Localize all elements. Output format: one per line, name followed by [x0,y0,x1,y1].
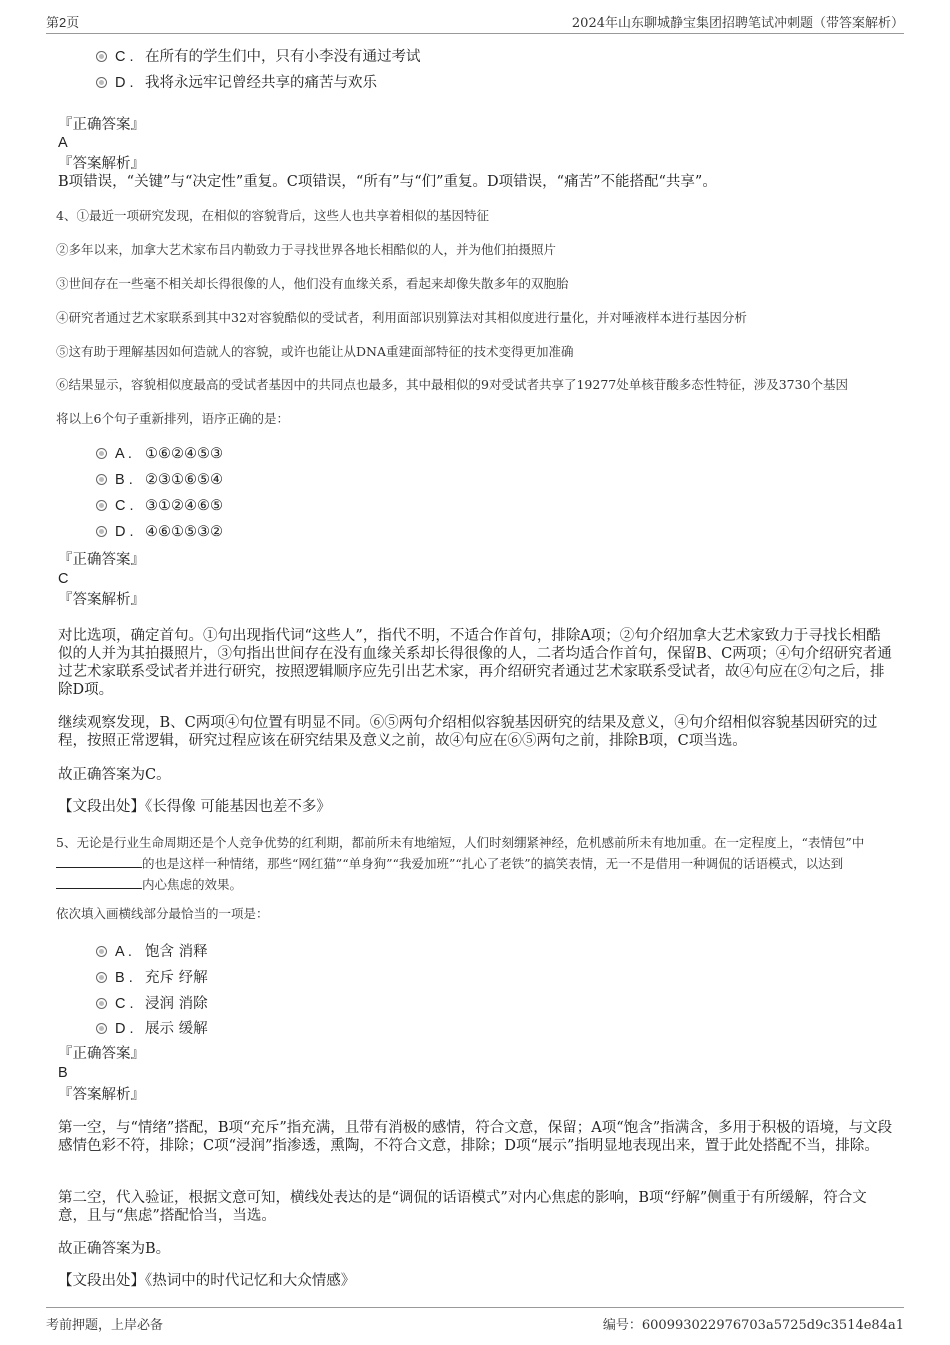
radio-icon[interactable] [96,500,107,511]
q3-answer-label: 『正确答案』 [58,117,145,133]
q4-sentence-4: ④研究者通过艺术家联系到其中32对容貌酷似的受试者，利用面部识别算法对其相似度进行量化，并对唾液样本进行基因分析 [56,310,747,325]
radio-icon[interactable] [96,51,107,62]
q4-prompt: 将以上6个句子重新排列，语序正确的是： [56,411,289,426]
page-header [46,12,904,34]
q4-source: 【文段出处】《长得像 可能基因也差不多》 [58,799,331,815]
q5-stem: 5、无论是行业生命周期还是个人竞争优势的红利期，都前所未有地缩短，人们时刻绷紧神经，危机感前所未有地加重。在一定程度上，“表情包”中的也是这样一种情绪，那些“网红猫”“单身狗”“我爱加班”“扎心了老铁”的搞笑表情，无一不是借用一种调侃的话语模式，以达到内心焦虑的效果。 [56,835,865,892]
footer-slogan: 考前押题，上岸必备 [46,1318,164,1333]
q5-analysis-label: 『答案解析』 [58,1087,145,1103]
radio-icon[interactable] [96,1023,107,1034]
page-number: 第2页 [46,15,80,30]
q4-analysis-paragraph-2: 继续观察发现，B、C两项④句位置有明显不同。⑥⑤两句介绍相似容貌基因研究的结果及意义，④句介绍相似容貌基因研究的过程，按照正常逻辑，研究过程应该在研究结果及意义之前，故④句应在⑥⑤两句之前，排除B项，C项当选。 [58,715,878,749]
radio-icon[interactable] [96,998,107,1009]
q5-analysis-paragraph-1: 第一空，与“情绪”搭配，B项“充斥”指充满，且带有消极的感情，符合文意，保留；A项“饱含”指满含，多用于积极的语境，与文段感情色彩不符，排除；C项“浸润”指渗透，熏陶，不符合文意，排除；D项“展示”指明显地表现出来，置于此处搭配不当，排除。 [58,1120,893,1154]
q4-sentence-6: ⑥结果显示，容貌相似度最高的受试者基因中的共同点也最多，其中最相似的9对受试者共享了19277处单核苷酸多态性特征，涉及3730个基因 [56,377,849,392]
q4-answer: C [58,571,69,587]
q4-sentence-1: 4、①最近一项研究发现，在相似的容貌背后，这些人也共享着相似的基因特征 [56,208,489,223]
radio-icon[interactable] [96,474,107,485]
q5-source: 【文段出处】《热词中的时代记忆和大众情感》 [58,1273,356,1289]
q5-answer-label: 『正确答案』 [58,1046,145,1062]
q5-option-d[interactable]: D . 展示 缓解 [96,1019,208,1039]
q4-option-a[interactable]: A . ①⑥②④⑤③ [96,444,223,464]
q3-answer: A [58,135,68,151]
q4-option-b[interactable]: B . ②③①⑥⑤④ [96,470,223,490]
document-title: 2024年山东聊城静宝集团招聘笔试冲刺题（带答案解析） [571,16,904,31]
q3-option-d[interactable]: D . 我将永远牢记曾经共享的痛苦与欢乐 [96,73,377,93]
footer-divider [46,1307,904,1308]
q5-answer: B [58,1065,68,1081]
radio-icon[interactable] [96,77,107,88]
q4-conclusion: 故正确答案为C。 [58,767,171,783]
q3-analysis: B项错误，“关键”与“决定性”重复。C项错误，“所有”与“们”重复。D项错误，“痛苦”不能搭配“共享”。 [58,174,717,190]
q5-analysis-paragraph-2: 第二空，代入验证，根据文意可知，横线处表达的是“调侃的话语模式”对内心焦虑的影响，B项“纾解”侧重于有所缓解，符合文意，且与“焦虑”搭配恰当，当选。 [58,1190,867,1224]
q4-option-c[interactable]: C . ③①②④⑥⑤ [96,496,223,516]
q4-answer-label: 『正确答案』 [58,552,145,568]
q5-option-a[interactable]: A . 饱含 消释 [96,942,208,962]
q5-prompt: 依次填入画横线部分最恰当的一项是： [56,906,269,921]
q5-blank-1[interactable] [56,855,142,868]
q5-blank-2[interactable] [56,876,142,889]
q4-analysis-label: 『答案解析』 [58,592,145,608]
q4-analysis-paragraph-1: 对比选项，确定首句。①句出现指代词“这些人”，指代不明，不适合作首句，排除A项；②句介绍加拿大艺术家致力于寻找长相酷似的人并为其拍摄照片，③句指出世间存在没有血缘关系却长得很像的人，二者均适合作首句，保留B、C两项；④句介绍研究者通过艺术家联系受试者并进行研究，按照逻辑顺序应先引出艺术家，再介绍研究者通过艺术家联系受试者，故④句应在②句之后，排除D项。 [58,628,892,698]
q4-sentence-3: ③世间存在一些毫不相关却长得很像的人，他们没有血缘关系，看起来却像失散多年的双胞胎 [56,276,569,291]
q3-analysis-label: 『答案解析』 [58,156,145,172]
q5-conclusion: 故正确答案为B。 [58,1241,171,1257]
radio-icon[interactable] [96,448,107,459]
q5-option-b[interactable]: B . 充斥 纾解 [96,968,208,988]
q5-option-c[interactable]: C . 浸润 消除 [96,994,208,1014]
radio-icon[interactable] [96,526,107,537]
radio-icon[interactable] [96,972,107,983]
q3-option-c[interactable]: C . 在所有的学生们中，只有小李没有通过考试 [96,47,421,67]
header-divider [46,33,904,34]
q4-sentence-5: ⑤这有助于理解基因如何造就人的容貌，或许也能让从DNA重建面部特征的技术变得更加准确 [56,344,574,359]
document-code: 编号：600993022976703a5725d9c3514e84a1 [602,1318,904,1333]
radio-icon[interactable] [96,946,107,957]
q4-sentence-2: ②多年以来，加拿大艺术家布吕内勒致力于寻找世界各地长相酷似的人，并为他们拍摄照片 [56,242,557,257]
q4-option-d[interactable]: D . ④⑥①⑤③② [96,522,223,542]
